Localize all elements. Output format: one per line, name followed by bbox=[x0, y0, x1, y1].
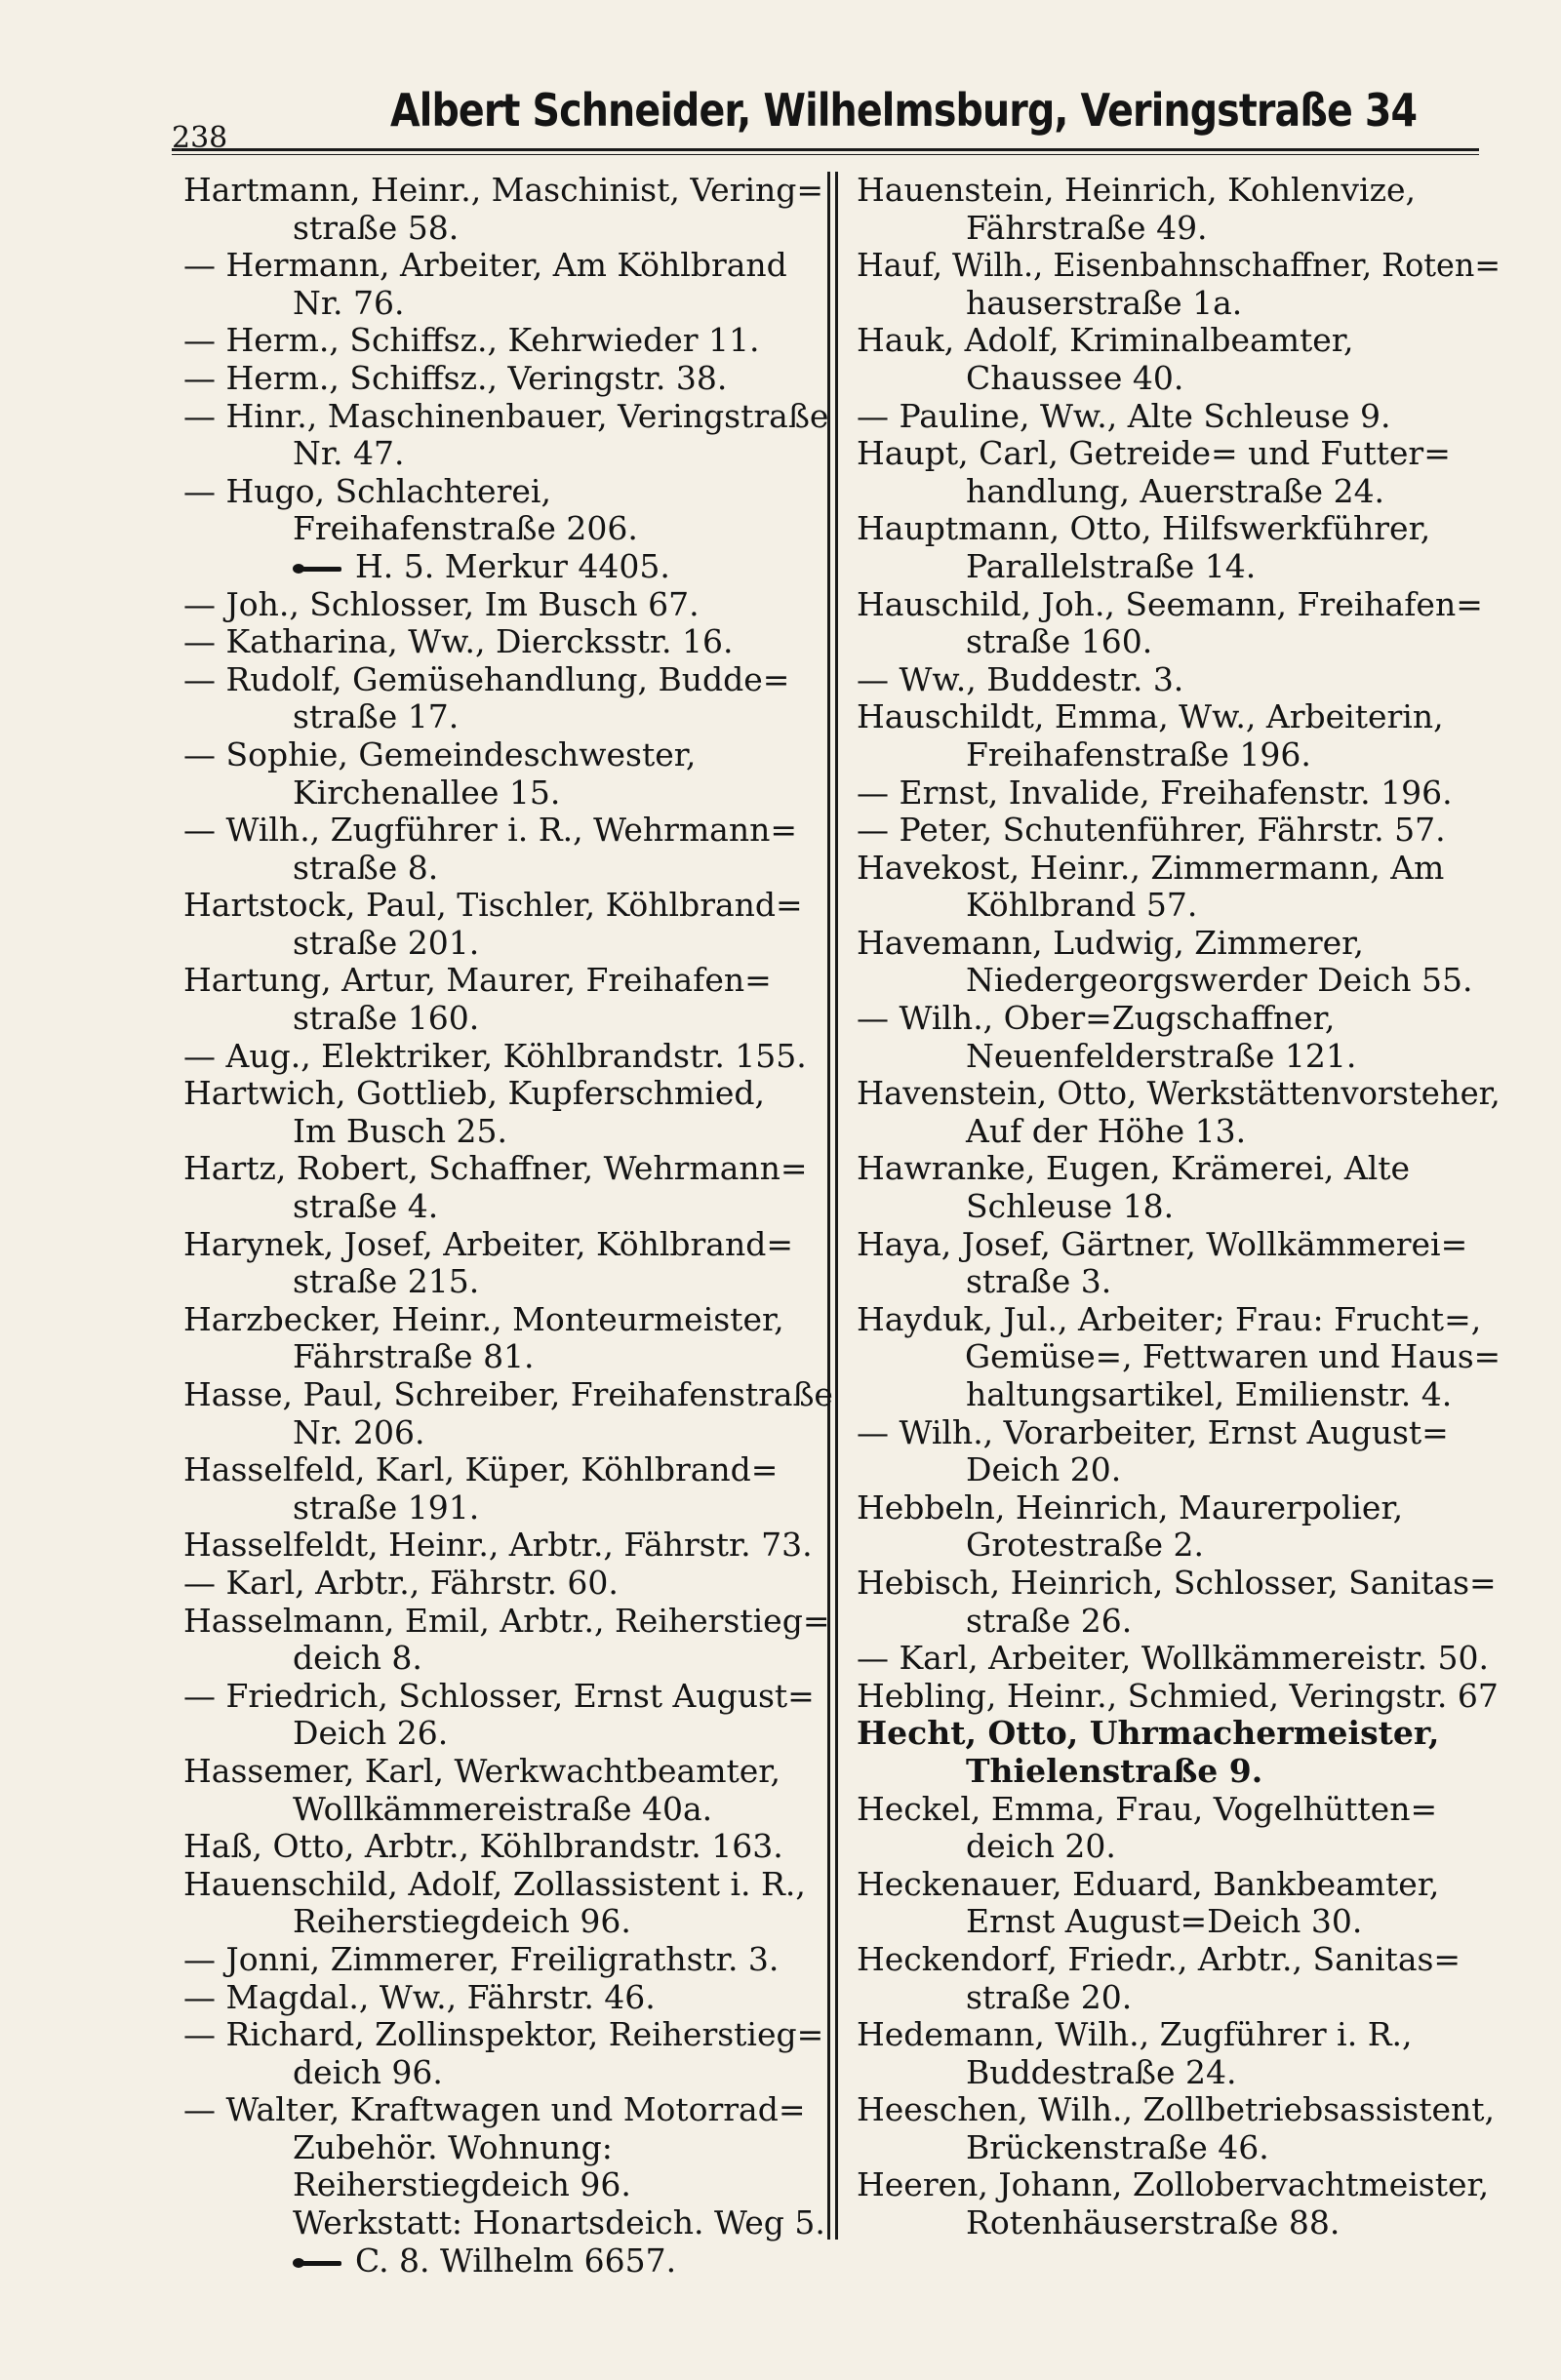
entry-text: Parallelstraße 14. bbox=[966, 546, 1257, 585]
entry-text: — Hermann, Arbeiter, Am Köhlbrand bbox=[183, 246, 787, 285]
entry-text: — Magdal., Ww., Fährstr. 46. bbox=[183, 1977, 656, 2016]
entry-text: straße 160. bbox=[966, 622, 1153, 661]
entry-line bbox=[857, 812, 1501, 850]
entry-text: Hauenstein, Heinrich, Kohlenvize, bbox=[857, 171, 1416, 209]
entry-line bbox=[183, 1150, 833, 1188]
entry-continuation-line bbox=[183, 1640, 833, 1678]
entry-continuation-line bbox=[183, 925, 833, 963]
entry-text: — Friedrich, Schlosser, Ernst August= bbox=[183, 1676, 815, 1715]
entry-text: Wollkämmereistraße 40a. bbox=[293, 1789, 713, 1828]
entry-line bbox=[857, 435, 1501, 473]
entry-line bbox=[857, 1941, 1501, 1979]
entry-text: Rotenhäuserstraße 88. bbox=[966, 2203, 1341, 2242]
entry-text: Haya, Josef, Gärtner, Wollkämmerei= bbox=[857, 1224, 1468, 1263]
entry-text: Heeren, Johann, Zollobervachtmeister, bbox=[857, 2165, 1490, 2204]
entry-text: Hebling, Heinr., Schmied, Veringstr. 67 bbox=[857, 1676, 1499, 1715]
entry-text: Buddestraße 24. bbox=[966, 2052, 1237, 2091]
entry-text: — Herm., Schiffsz., Veringstr. 38. bbox=[183, 358, 728, 397]
directory-entry bbox=[183, 1565, 833, 1603]
entry-text: Hartwich, Gottlieb, Kupferschmied, bbox=[183, 1074, 765, 1113]
directory-entry bbox=[857, 1715, 1501, 1790]
directory-entry bbox=[857, 322, 1501, 397]
entry-text: Ernst August=Deich 30. bbox=[966, 1902, 1363, 1941]
directory-entry bbox=[857, 1000, 1501, 1075]
entry-line bbox=[857, 1000, 1501, 1038]
entry-line bbox=[183, 1301, 833, 1339]
directory-entry bbox=[857, 510, 1501, 585]
entry-text: Chaussee 40. bbox=[966, 358, 1184, 397]
directory-entry bbox=[183, 1603, 833, 1678]
entry-continuation-line bbox=[183, 510, 833, 548]
entry-continuation-line bbox=[857, 1376, 1501, 1414]
entry-continuation-line bbox=[183, 1000, 833, 1038]
entry-line bbox=[183, 1451, 833, 1489]
telephone-icon bbox=[293, 2255, 347, 2271]
entry-text: Zubehör. Wohnung: bbox=[293, 2127, 613, 2166]
entry-line bbox=[857, 1715, 1501, 1753]
entry-continuation-line bbox=[857, 1188, 1501, 1226]
entry-text: Nr. 206. bbox=[293, 1412, 425, 1451]
header-rule bbox=[172, 148, 1479, 151]
entry-text: — Herm., Schiffsz., Kehrwieder 11. bbox=[183, 321, 760, 360]
directory-entry bbox=[857, 850, 1501, 925]
entry-line bbox=[183, 1226, 833, 1264]
directory-entry bbox=[183, 360, 833, 398]
entry-text: straße 215. bbox=[293, 1262, 480, 1301]
entry-text: Niedergeorgswerder Deich 55. bbox=[966, 961, 1473, 1000]
directory-entry bbox=[183, 398, 833, 473]
entry-text: Haß, Otto, Arbtr., Köhlbrandstr. 163. bbox=[183, 1827, 783, 1866]
directory-entry bbox=[183, 1979, 833, 2017]
entry-text: straße 26. bbox=[966, 1601, 1133, 1640]
directory-entry bbox=[183, 1941, 833, 1979]
entry-line bbox=[183, 1565, 833, 1603]
entry-continuation-line bbox=[857, 1603, 1501, 1641]
header-rule-thin bbox=[172, 154, 1479, 155]
entry-line bbox=[183, 1075, 833, 1113]
entry-continuation-line bbox=[857, 1903, 1501, 1941]
directory-entry bbox=[857, 1791, 1501, 1866]
entry-text: Heckenauer, Eduard, Bankbeamter, bbox=[857, 1864, 1440, 1903]
entry-text: Hauptmann, Otto, Hilfswerkführer, bbox=[857, 509, 1431, 548]
entry-text: Reiherstiegdeich 96. bbox=[293, 2165, 631, 2204]
entry-continuation-line bbox=[857, 1263, 1501, 1301]
entry-continuation-line bbox=[183, 2054, 833, 2092]
entry-text: Hawranke, Eugen, Krämerei, Alte bbox=[857, 1149, 1411, 1188]
directory-entry bbox=[183, 247, 833, 322]
directory-entry bbox=[857, 774, 1501, 813]
directory-entry bbox=[857, 661, 1501, 699]
entry-line bbox=[183, 1979, 833, 2017]
entry-text: — Ww., Buddestr. 3. bbox=[857, 659, 1184, 698]
telephone-icon bbox=[293, 561, 347, 576]
entry-text: — Wilh., Zugführer i. R., Wehrmann= bbox=[183, 811, 798, 850]
entry-text: Hassemer, Karl, Werkwachtbeamter, bbox=[183, 1751, 780, 1790]
directory-entry bbox=[183, 473, 833, 586]
directory-entry bbox=[857, 1150, 1501, 1225]
entry-text: Hasselfeld, Karl, Küper, Köhlbrand= bbox=[183, 1450, 779, 1489]
directory-entry bbox=[183, 962, 833, 1037]
entry-line bbox=[857, 1565, 1501, 1603]
entry-text: straße 160. bbox=[293, 999, 480, 1038]
entry-continuation-line bbox=[183, 435, 833, 473]
entry-text: Deich 20. bbox=[966, 1450, 1122, 1489]
entry-continuation-line bbox=[183, 1715, 833, 1753]
entry-text: — Jonni, Zimmerer, Freiligrathstr. 3. bbox=[183, 1939, 780, 1978]
entry-text: — Wilh., Ober=Zugschaffner, bbox=[857, 999, 1336, 1038]
entry-text: Hartz, Robert, Schaffner, Wehrmann= bbox=[183, 1149, 808, 1188]
entry-text: Havekost, Heinr., Zimmermann, Am bbox=[857, 848, 1445, 887]
entry-continuation-line bbox=[857, 1527, 1501, 1565]
entry-continuation-line bbox=[183, 698, 833, 736]
entry-text: Fährstraße 49. bbox=[966, 208, 1208, 247]
entry-text: Deich 26. bbox=[293, 1714, 449, 1753]
entry-text: deich 8. bbox=[293, 1639, 422, 1678]
directory-entry bbox=[857, 398, 1501, 436]
entry-text: Hasselmann, Emil, Arbtr., Reiherstieg= bbox=[183, 1601, 830, 1640]
entry-text: Hauschild, Joh., Seemann, Freihafen= bbox=[857, 584, 1483, 623]
entry-text: H. 5. Merkur 4405. bbox=[355, 546, 670, 585]
entry-text: — Aug., Elektriker, Köhlbrandstr. 155. bbox=[183, 1036, 807, 1075]
entry-line bbox=[857, 1226, 1501, 1264]
entry-text: Heeschen, Wilh., Zollbetriebsassistent, bbox=[857, 2090, 1496, 2129]
entry-continuation-line bbox=[183, 285, 833, 323]
entry-line bbox=[857, 774, 1501, 813]
entry-text: Hayduk, Jul., Arbeiter; Frau: Frucht=, bbox=[857, 1299, 1482, 1338]
entry-text: Hecht, Otto, Uhrmachermeister, bbox=[857, 1714, 1440, 1753]
directory-entry bbox=[857, 247, 1501, 322]
entry-line bbox=[857, 1150, 1501, 1188]
entry-line bbox=[183, 1753, 833, 1791]
entry-continuation-line bbox=[183, 850, 833, 888]
entry-continuation-line bbox=[857, 1337, 1501, 1376]
entry-line bbox=[183, 1828, 833, 1866]
entry-text: — Peter, Schutenführer, Fährstr. 57. bbox=[857, 811, 1446, 850]
directory-entry bbox=[183, 1451, 833, 1527]
entry-line bbox=[183, 1678, 833, 1716]
entry-continuation-line bbox=[857, 1451, 1501, 1489]
entry-text: Kirchenallee 15. bbox=[293, 773, 561, 812]
directory-entry bbox=[857, 2016, 1501, 2091]
entry-continuation-line bbox=[857, 360, 1501, 398]
entry-continuation-line bbox=[183, 2242, 833, 2281]
directory-entry bbox=[857, 435, 1501, 510]
entry-text: — Walter, Kraftwagen und Motorrad= bbox=[183, 2090, 806, 2129]
entry-line bbox=[183, 1866, 833, 1904]
entry-line bbox=[857, 661, 1501, 699]
entry-text: Fährstraße 81. bbox=[293, 1337, 535, 1376]
entry-text: Hasselfeldt, Heinr., Arbtr., Fährstr. 73. bbox=[183, 1526, 813, 1565]
entry-line bbox=[183, 473, 833, 511]
entry-text: Hauk, Adolf, Kriminalbeamter, bbox=[857, 321, 1354, 360]
entry-text: Hartmann, Heinr., Maschinist, Vering= bbox=[183, 171, 824, 209]
entry-continuation-line bbox=[857, 1828, 1501, 1866]
entry-line bbox=[857, 510, 1501, 548]
entry-text: straße 20. bbox=[966, 1977, 1133, 2016]
directory-entry bbox=[857, 1640, 1501, 1678]
entry-continuation-line bbox=[857, 1979, 1501, 2017]
entry-continuation-line bbox=[183, 1113, 833, 1151]
entry-text: deich 96. bbox=[293, 2052, 443, 2091]
entry-text: straße 191. bbox=[293, 1488, 480, 1527]
entry-text: Hartung, Artur, Maurer, Freihafen= bbox=[183, 961, 772, 1000]
entry-text: Hasse, Paul, Schreiber, Freihafenstraße bbox=[183, 1375, 833, 1413]
entry-text: deich 20. bbox=[966, 1827, 1116, 1866]
entry-text: Hebisch, Heinrich, Schlosser, Sanitas= bbox=[857, 1563, 1497, 1602]
entry-text: Harzbecker, Heinr., Monteurmeister, bbox=[183, 1299, 784, 1338]
entry-line bbox=[857, 1791, 1501, 1829]
directory-entry bbox=[183, 623, 833, 661]
entry-continuation-line bbox=[857, 962, 1501, 1000]
directory-entry bbox=[857, 698, 1501, 774]
entry-line bbox=[857, 698, 1501, 736]
entry-text: Haupt, Carl, Getreide= und Futter= bbox=[857, 434, 1451, 473]
directory-entry bbox=[183, 586, 833, 624]
entry-line bbox=[183, 736, 833, 774]
entry-continuation-line bbox=[857, 1038, 1501, 1076]
entry-text: — Wilh., Vorarbeiter, Ernst August= bbox=[857, 1412, 1449, 1451]
entry-text: Köhlbrand 57. bbox=[966, 886, 1198, 925]
entry-line bbox=[857, 246, 1501, 285]
entry-text: — Hugo, Schlachterei, bbox=[183, 471, 551, 510]
entry-line bbox=[183, 1376, 831, 1414]
entry-text: Thielenstraße 9. bbox=[966, 1751, 1263, 1790]
entry-text: straße 3. bbox=[966, 1262, 1112, 1301]
entry-text: straße 201. bbox=[293, 923, 480, 962]
entry-text: Hauschildt, Emma, Ww., Arbeiterin, bbox=[857, 697, 1444, 736]
entry-text: Heckel, Emma, Frau, Vogelhütten= bbox=[857, 1789, 1438, 1828]
entry-line bbox=[857, 1640, 1501, 1678]
entry-line bbox=[183, 586, 833, 624]
entry-line bbox=[857, 1866, 1501, 1904]
entry-text: Hauf, Wilh., Eisenbahnschaffner, Roten= bbox=[857, 246, 1501, 285]
entry-text: hauserstraße 1a. bbox=[966, 283, 1243, 322]
entry-line bbox=[857, 1074, 1501, 1113]
entry-line bbox=[183, 661, 833, 699]
entry-text: Hedemann, Wilh., Zugführer i. R., bbox=[857, 2015, 1413, 2054]
entry-continuation-line bbox=[857, 2204, 1501, 2242]
directory-entry bbox=[857, 2166, 1501, 2241]
entry-text: Havenstein, Otto, Werkstättenvorsteher, bbox=[857, 1074, 1501, 1113]
entry-line bbox=[183, 623, 833, 661]
entry-text: Freihafenstraße 196. bbox=[966, 734, 1311, 774]
entry-line bbox=[857, 2016, 1501, 2054]
entry-continuation-line bbox=[183, 1338, 833, 1376]
entry-line bbox=[857, 172, 1501, 210]
entry-text: Neuenfelderstraße 121. bbox=[966, 1036, 1357, 1075]
directory-entry bbox=[857, 812, 1501, 850]
entry-continuation-line bbox=[183, 548, 833, 586]
entry-line bbox=[857, 1414, 1501, 1452]
entry-text: straße 17. bbox=[293, 697, 460, 736]
directory-entry bbox=[857, 925, 1501, 1000]
directory-entry bbox=[857, 1678, 1501, 1716]
entry-text: C. 8. Wilhelm 6657. bbox=[355, 2241, 677, 2280]
entry-continuation-line bbox=[183, 1414, 833, 1452]
directory-entry bbox=[857, 586, 1501, 661]
left-column bbox=[183, 172, 833, 2280]
column-divider-second bbox=[835, 172, 838, 2240]
directory-entry bbox=[183, 1828, 833, 1866]
entry-line bbox=[183, 247, 833, 285]
entry-line bbox=[857, 1489, 1501, 1527]
entry-continuation-line bbox=[183, 210, 833, 248]
entry-text: Hebbeln, Heinrich, Maurerpolier, bbox=[857, 1488, 1404, 1527]
entry-text: Reiherstiegdeich 96. bbox=[293, 1902, 631, 1941]
entry-text: Werkstatt: Honartsdeich. Weg 5. bbox=[293, 2203, 825, 2242]
directory-entry bbox=[183, 1150, 833, 1225]
directory-entry bbox=[183, 322, 833, 360]
entry-continuation-line bbox=[183, 1489, 833, 1527]
directory-entry bbox=[857, 1489, 1501, 1565]
entry-line bbox=[183, 1941, 833, 1979]
entry-text: handlung, Auerstraße 24. bbox=[966, 471, 1385, 510]
entry-text: Heckendorf, Friedr., Arbtr., Sanitas= bbox=[857, 1939, 1461, 1978]
entry-text: — Pauline, Ww., Alte Schleuse 9. bbox=[857, 396, 1391, 435]
entry-text: — Karl, Arbeiter, Wollkämmereistr. 50. bbox=[857, 1639, 1489, 1678]
entry-line bbox=[183, 812, 833, 850]
entry-text: straße 8. bbox=[293, 848, 439, 887]
directory-entry bbox=[183, 1527, 833, 1565]
page-number: 238 bbox=[172, 121, 228, 155]
directory-entry bbox=[183, 1301, 833, 1376]
entry-continuation-line bbox=[857, 2129, 1501, 2167]
entry-text: — Sophie, Gemeindeschwester, bbox=[183, 734, 697, 774]
entry-continuation-line bbox=[183, 1263, 833, 1301]
entry-line bbox=[857, 2166, 1501, 2204]
entry-continuation-line bbox=[857, 210, 1501, 248]
entry-line bbox=[857, 322, 1501, 360]
directory-entry bbox=[183, 1866, 833, 1941]
entry-continuation-line bbox=[857, 887, 1501, 925]
entry-line bbox=[183, 2091, 833, 2129]
entry-line bbox=[183, 2016, 833, 2054]
entry-line bbox=[183, 398, 833, 436]
entry-line bbox=[857, 398, 1501, 436]
page-header bbox=[0, 84, 1561, 155]
entry-text: Auf der Höhe 13. bbox=[966, 1111, 1247, 1150]
right-column bbox=[857, 172, 1501, 2242]
running-title: Albert Schneider, Wilhelmsburg, Veringstraße 34 bbox=[390, 84, 1418, 137]
entry-text: haltungsartikel, Emilienstr. 4. bbox=[966, 1375, 1453, 1413]
directory-entry bbox=[183, 887, 833, 962]
entry-continuation-line bbox=[183, 1903, 833, 1941]
directory-entry bbox=[857, 2091, 1501, 2166]
directory-entry bbox=[183, 172, 833, 247]
entry-continuation-line bbox=[857, 2054, 1501, 2092]
entry-continuation-line bbox=[183, 774, 833, 813]
entry-text: Nr. 47. bbox=[293, 434, 405, 473]
entry-text: — Joh., Schlosser, Im Busch 67. bbox=[183, 584, 700, 623]
directory-entry bbox=[857, 1565, 1501, 1640]
entry-continuation-line bbox=[857, 548, 1501, 586]
entry-text: — Hinr., Maschinenbauer, Veringstraße bbox=[183, 396, 829, 435]
entry-line bbox=[857, 1678, 1501, 1716]
entry-continuation-line bbox=[857, 623, 1501, 661]
directory-entry bbox=[857, 1226, 1501, 1301]
directory-entry bbox=[183, 812, 833, 887]
entry-continuation-line bbox=[183, 2129, 833, 2167]
entry-line bbox=[183, 1603, 833, 1641]
directory-entry bbox=[183, 1376, 833, 1451]
entry-text: Havemann, Ludwig, Zimmerer, bbox=[857, 923, 1364, 962]
entry-line bbox=[183, 360, 833, 398]
entry-line bbox=[857, 1301, 1501, 1339]
directory-entry bbox=[857, 1866, 1501, 1941]
entry-text: — Katharina, Ww., Diercksstr. 16. bbox=[183, 622, 734, 661]
entry-text: straße 58. bbox=[293, 208, 460, 247]
directory-entry bbox=[183, 1075, 833, 1150]
entry-text: Schleuse 18. bbox=[966, 1187, 1175, 1226]
entry-line bbox=[857, 586, 1501, 624]
directory-entry bbox=[183, 736, 833, 812]
entry-text: Nr. 76. bbox=[293, 283, 405, 322]
entry-line bbox=[857, 850, 1501, 888]
entry-continuation-line bbox=[857, 736, 1501, 774]
entry-line bbox=[857, 925, 1501, 963]
entry-line bbox=[183, 1038, 833, 1076]
entry-text: Brückenstraße 46. bbox=[966, 2127, 1269, 2166]
entry-line bbox=[183, 1527, 833, 1565]
entry-line bbox=[183, 962, 833, 1000]
entry-text: Hartstock, Paul, Tischler, Köhlbrand= bbox=[183, 886, 803, 925]
entry-line bbox=[183, 322, 833, 360]
entry-text: Grotestraße 2. bbox=[966, 1526, 1204, 1565]
entry-text: straße 4. bbox=[293, 1187, 439, 1226]
directory-entry bbox=[183, 1753, 833, 1828]
entry-text: — Ernst, Invalide, Freihafenstr. 196. bbox=[857, 773, 1453, 812]
directory-entry bbox=[183, 1038, 833, 1076]
entry-continuation-line bbox=[183, 1188, 833, 1226]
entry-text: Harynek, Josef, Arbeiter, Köhlbrand= bbox=[183, 1224, 793, 1263]
directory-entry bbox=[183, 2091, 833, 2280]
entry-text: Im Busch 25. bbox=[293, 1111, 507, 1150]
directory-entry bbox=[857, 1301, 1501, 1414]
entry-continuation-line bbox=[183, 1791, 833, 1829]
entry-text: Hauenschild, Adolf, Zollassistent i. R., bbox=[183, 1864, 806, 1903]
entry-text: — Karl, Arbtr., Fährstr. 60. bbox=[183, 1563, 619, 1602]
entry-continuation-line bbox=[857, 473, 1501, 511]
directory-entry bbox=[183, 1678, 833, 1753]
entry-continuation-line bbox=[183, 2166, 833, 2204]
directory-entry bbox=[857, 1075, 1501, 1150]
entry-line bbox=[183, 887, 833, 925]
entry-text: Gemüse=, Fettwaren und Haus= bbox=[964, 1337, 1501, 1376]
entry-text: — Richard, Zollinspektor, Reiherstieg= bbox=[183, 2015, 824, 2054]
entry-text: Freihafenstraße 206. bbox=[293, 509, 638, 548]
entry-continuation-line bbox=[857, 285, 1501, 323]
directory-entry bbox=[857, 1941, 1501, 2016]
entry-continuation-line bbox=[183, 2204, 833, 2242]
directory-entry bbox=[857, 1414, 1501, 1489]
directory-entry bbox=[857, 172, 1501, 247]
directory-entry bbox=[183, 2016, 833, 2091]
entry-text: — Rudolf, Gemüsehandlung, Budde= bbox=[183, 659, 790, 698]
entry-line bbox=[857, 2091, 1501, 2129]
directory-entry bbox=[183, 661, 833, 736]
directory-entry bbox=[183, 1226, 833, 1301]
entry-continuation-line bbox=[857, 1113, 1501, 1151]
entry-line bbox=[183, 172, 833, 210]
entry-continuation-line bbox=[857, 1753, 1501, 1791]
